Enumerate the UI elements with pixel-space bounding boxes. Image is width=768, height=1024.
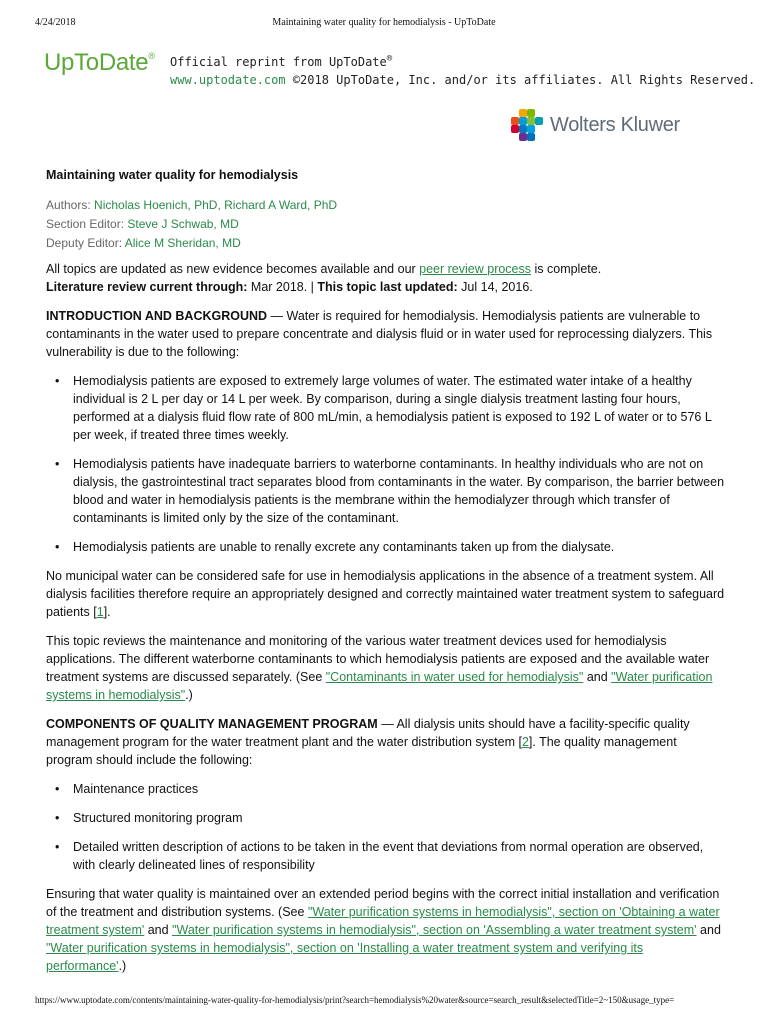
peer-review-link[interactable]: peer review process bbox=[419, 262, 532, 276]
deputy-editor-link[interactable]: Alice M Sheridan, MD bbox=[124, 236, 241, 250]
ensuring-end: .) bbox=[118, 959, 127, 973]
list-item: • Hemodialysis patients are unable to renally excrete any contaminants taken up from the dialysate. bbox=[73, 538, 726, 556]
deputy-editor-line bbox=[46, 234, 726, 253]
update-notice bbox=[46, 260, 726, 296]
section-editor-line bbox=[46, 215, 726, 234]
update-text-end: is complete. bbox=[531, 262, 602, 276]
review-paragraph bbox=[46, 632, 726, 704]
print-date: 4/24/2018 bbox=[35, 17, 76, 28]
list-item: • Maintenance practices bbox=[73, 780, 726, 798]
ensuring-and-2: and bbox=[696, 923, 721, 937]
installing-section-link[interactable]: "Water purification systems in hemodialysis", section on 'Installing a water treatment system and verifying its performance' bbox=[46, 941, 644, 973]
lit-review-value: Mar 2018. | bbox=[247, 280, 318, 294]
author-link-ward[interactable]: Richard A Ward, PhD bbox=[224, 198, 338, 212]
lit-review-label: Literature review current through: bbox=[46, 280, 248, 294]
review-and: and bbox=[583, 670, 612, 684]
print-page-title: Maintaining water quality for hemodialysis - UpToDate bbox=[272, 17, 496, 28]
intro-heading: INTRODUCTION AND BACKGROUND bbox=[46, 309, 268, 323]
list-item: • Hemodialysis patients are exposed to extremely large volumes of water. The estimated water intake of a healthy individual is 2 L per day or 14 L per week. By comparison, during a single dialysis treatment lasting four hours, performed at a dialysis fluid flow rate of 800 mL/min, a hemodialysis patient is exposed to 192 L of water or to 576 L per week, if treated three times weekly. bbox=[73, 372, 726, 444]
review-text: This topic reviews the maintenance and monitoring of the various water treatment devices used for hemodialysis applications. The different waterborne contaminants to which hemodialysis patients are exposed and the available water treatment systems are discussed separately. (See bbox=[46, 634, 710, 684]
author-link-hoenich[interactable]: Nicholas Hoenich, PhD bbox=[94, 198, 218, 212]
components-paragraph bbox=[46, 715, 726, 769]
article-title: Maintaining water quality for hemodialysis bbox=[46, 168, 299, 182]
review-end: .) bbox=[185, 688, 193, 702]
municipal-text-end: ]. bbox=[103, 605, 111, 619]
deputy-editor-label: Deputy Editor: bbox=[46, 236, 123, 250]
list-item: • Detailed written description of actions to be taken in the event that deviations from normal operation are observed, with clearly delineated lines of responsibility bbox=[73, 838, 726, 874]
last-updated-label: This topic last updated: bbox=[317, 280, 458, 294]
contaminants-topic-link[interactable]: "Contaminants in water used for hemodialysis" bbox=[325, 670, 584, 684]
authors-line: Authors: Nicholas Hoenich, PhD, Richard A Ward, PhD bbox=[46, 198, 338, 212]
ensuring-and-1: and bbox=[144, 923, 173, 937]
wolters-kluwer-logo bbox=[510, 108, 680, 142]
components-heading: COMPONENTS OF QUALITY MANAGEMENT PROGRAM bbox=[46, 717, 378, 731]
ensuring-text: Ensuring that water quality is maintained over an extended period begins with the correct initial installation and verification of the treatment and distribution systems. (See bbox=[46, 887, 720, 919]
municipal-text: No municipal water can be considered safe for use in hemodialysis applications in the absence of a treatment system. All dialysis facilities therefore require an appropriately designed and correctly maintained water treatment system to safeguard patients [ bbox=[46, 569, 725, 619]
authors-label: Authors: bbox=[46, 198, 91, 212]
copyright-text: ©2018 UpToDate, Inc. and/or its affiliates. All Rights Reserved. bbox=[292, 73, 756, 87]
print-footer-url: https://www.uptodate.com/contents/maintaining-water-quality-for-hemodialysis/print?search=hemodialysis%20water&source=search_result&selectedTitle=2~150&usage_type= bbox=[35, 995, 675, 1005]
wolters-kluwer-mark-icon bbox=[510, 108, 544, 142]
uptodate-site-link[interactable]: www.uptodate.com bbox=[170, 73, 286, 87]
intro-paragraph bbox=[46, 307, 726, 361]
municipal-paragraph bbox=[46, 567, 726, 621]
reprint-registered-mark: ® bbox=[386, 54, 393, 64]
components-text: — All dialysis units should have a facility-specific quality management program for the water treatment plant and the water distribution system [ bbox=[46, 717, 690, 749]
reprint-text: Official reprint from UpToDate bbox=[170, 55, 387, 69]
list-item: • Structured monitoring program bbox=[73, 809, 726, 827]
purification-topic-link[interactable]: "Water purification systems in hemodialysis" bbox=[46, 670, 713, 702]
update-text: All topics are updated as new evidence becomes available and our bbox=[46, 262, 420, 276]
list-item: • Hemodialysis patients have inadequate barriers to waterborne contaminants. In healthy individuals who are not on dialysis, the gastrointestinal tract separates blood from contaminants in the water. By comparison, the barrier between blood and water in hemodialysis patients is the membrane within the hemodialyzer through which transfer of contaminants is limited only by the size of the contaminant. bbox=[73, 455, 726, 527]
logo-registered-mark: ® bbox=[148, 51, 155, 61]
reference-link-2[interactable]: 2 bbox=[521, 735, 529, 749]
obtaining-section-link[interactable]: "Water purification systems in hemodialysis", section on 'Obtaining a water treatment system' bbox=[46, 905, 720, 937]
publisher-name: Wolters Kluwer bbox=[550, 113, 680, 136]
components-bullet-list bbox=[46, 780, 726, 874]
reprint-notice bbox=[170, 50, 755, 89]
reference-link-1[interactable]: 1 bbox=[96, 605, 104, 619]
assembling-section-link[interactable]: "Water purification systems in hemodialysis", section on 'Assembling a water treatment system' bbox=[172, 923, 697, 937]
section-editor-link[interactable]: Steve J Schwab, MD bbox=[127, 217, 239, 231]
intro-text: — Water is required for hemodialysis. Hemodialysis patients are vulnerable to contaminants in the water used to prepare concentrate and dialysis fluid or in water used for reprocessing dialyzers. This vulnerability is due to the following: bbox=[46, 309, 713, 359]
uptodate-logo[interactable] bbox=[44, 49, 155, 77]
article-body bbox=[46, 166, 726, 986]
last-updated-value: Jul 14, 2016. bbox=[457, 280, 533, 294]
ensuring-paragraph bbox=[46, 885, 726, 975]
logo-text: UpToDate bbox=[44, 49, 149, 76]
section-editor-label: Section Editor: bbox=[46, 217, 125, 231]
intro-bullet-list bbox=[46, 372, 726, 556]
components-text-end: ]. The quality management program should include the following: bbox=[46, 735, 677, 767]
